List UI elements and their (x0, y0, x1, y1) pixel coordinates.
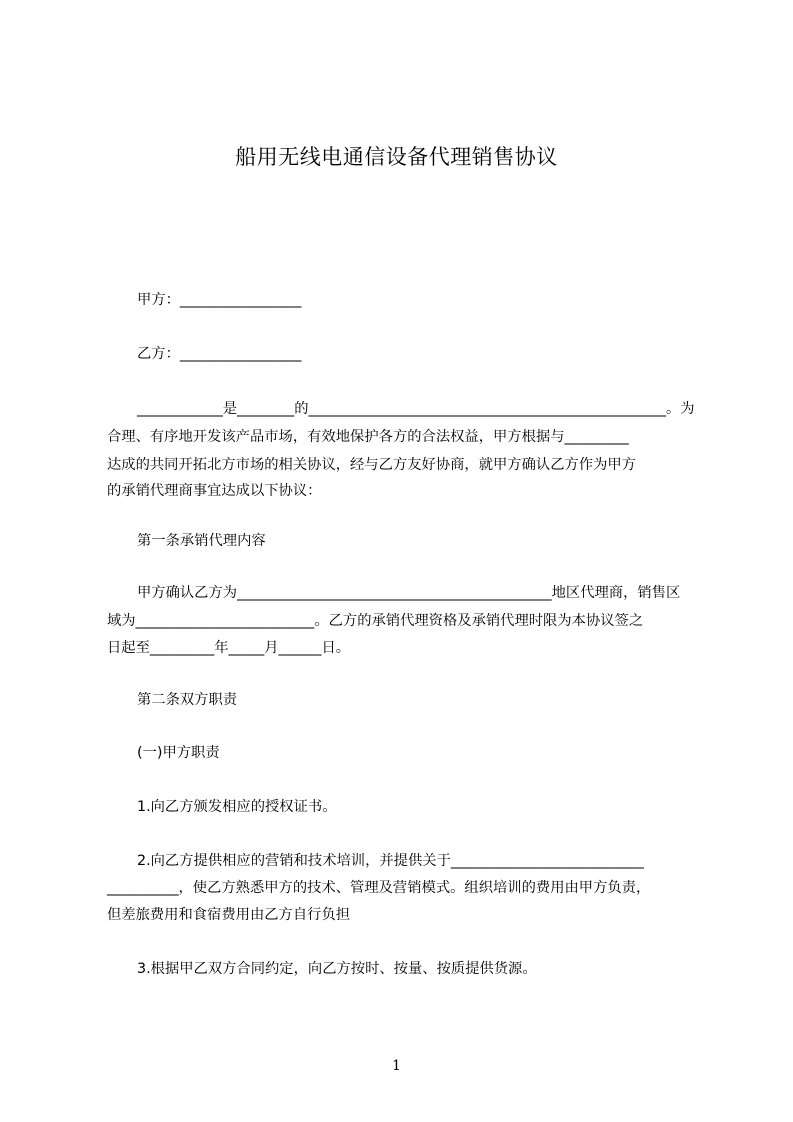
article-1-line-3: 日起至_________年_____月______日。 (107, 640, 351, 656)
item-2-line-2: __________，使乙方熟悉甲方的技术、管理及营销模式。组织培训的费用由甲方负责， (107, 880, 651, 896)
intro-line-4: 的承销代理商事宜达成以下协议： (107, 483, 322, 499)
intro-line-2: 合理、有序地开发该产品市场，有效地保护各方的合法权益，甲方根据与_________ (107, 429, 629, 445)
article-2-heading: 第二条双方职责 (137, 692, 238, 708)
party-a-line: 甲方：_________________ (137, 292, 302, 308)
item-2-line-3: 但差旅费用和食宿费用由乙方自行负担 (107, 907, 351, 923)
intro-line-3: 达成的共同开拓北方市场的相关协议，经与乙方友好协商，就甲方确认乙方作为甲方 (107, 457, 636, 473)
article-1-heading: 第一条承销代理内容 (137, 533, 266, 549)
page-number: 1 (392, 1058, 401, 1074)
intro-line-1: ____________是________的__________________________________________________。为 (137, 401, 695, 417)
section-a-heading: (一)甲方职责 (137, 745, 220, 761)
document-title: 船用无线电通信设备代理销售协议 (235, 145, 558, 169)
article-1-line-1: 甲方确认乙方为____________________________________________地区代理商，销售区 (137, 585, 681, 601)
item-3: 3.根据甲乙双方合同约定，向乙方按时、按量、按质提供货源。 (137, 961, 537, 977)
item-2-line-1: 2.向乙方提供相应的营销和技术培训，并提供关于___________________________ (137, 853, 644, 869)
article-1-line-2: 域为_________________________。乙方的承销代理资格及承销代理时限为本协议签之 (107, 613, 644, 629)
party-b-line: 乙方：_________________ (137, 346, 302, 362)
item-1: 1.向乙方颁发相应的授权证书。 (137, 799, 337, 815)
